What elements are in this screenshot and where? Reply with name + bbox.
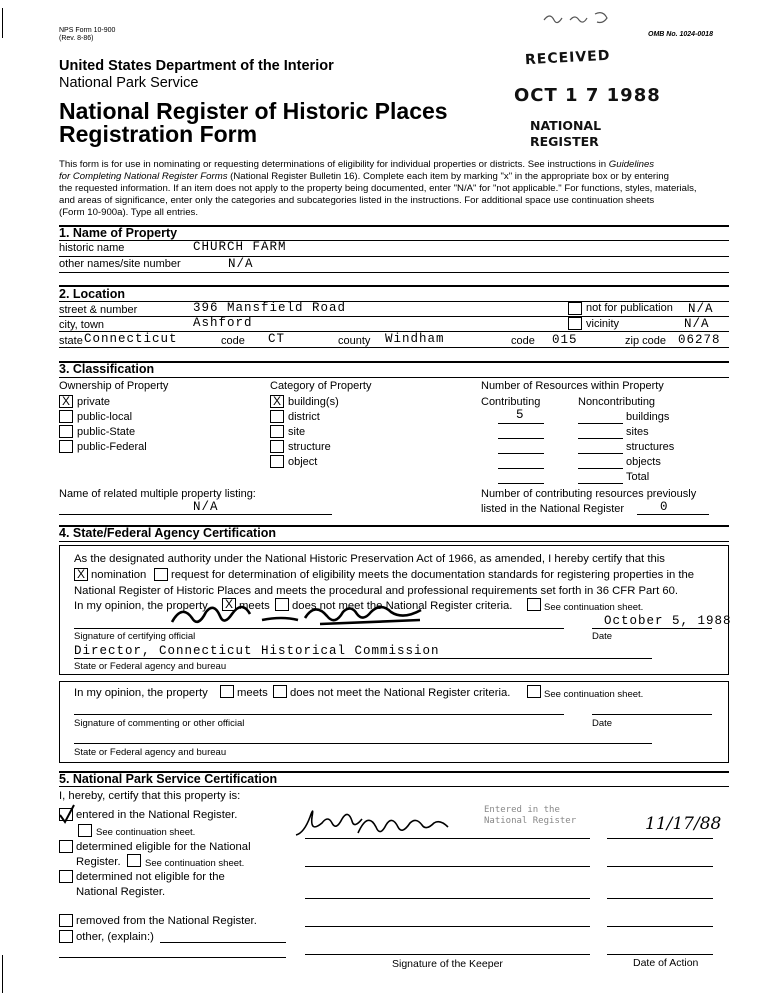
see-continuation-b-label: See continuation sheet.	[145, 858, 245, 869]
noncontributing-label: Noncontributing	[578, 396, 656, 408]
action-date-line-1	[607, 838, 713, 839]
state-field[interactable]: Connecticut	[84, 332, 178, 346]
see-continuation-a-checkbox[interactable]	[78, 824, 92, 837]
other-names-field[interactable]: N/A	[228, 257, 254, 271]
form-subtitle: Registration Form	[59, 121, 258, 147]
opinion2-label: In my opinion, the property	[74, 687, 208, 699]
cert-text-2: request for determination of eligibility meets the documentation standards for registering properties in the	[171, 569, 695, 581]
action-date-line-4	[607, 926, 713, 927]
category-structure-label: structure	[288, 441, 331, 453]
action-date-line-2	[607, 866, 713, 867]
keeper-line-3	[305, 898, 590, 899]
contributing-buildings-blank	[498, 423, 544, 424]
meets2-label: meets	[237, 687, 268, 699]
historic-name-field[interactable]: CHURCH FARM	[193, 240, 287, 254]
previously-listed-field[interactable]: 0	[660, 500, 669, 514]
signature-line	[74, 628, 564, 629]
vicinity-value: N/A	[684, 317, 710, 331]
rule	[59, 347, 729, 348]
historic-name-label: historic name	[59, 242, 125, 254]
cert-text-3: National Register of Historic Places and meets the procedural and professional requirements set forth in 36 CFR Part 60.	[74, 585, 679, 597]
section-3-heading: 3. Classification	[59, 362, 155, 376]
entered-label: entered in the National Register.	[76, 809, 238, 821]
action-date-line-3	[607, 898, 713, 899]
ownership-public-state-checkbox[interactable]	[59, 425, 73, 438]
category-building-label: building(s)	[288, 396, 339, 408]
section-2-heading: 2. Location	[59, 287, 125, 301]
signature-label: Signature of certifying official	[74, 631, 196, 642]
contributing-structures-blank	[498, 453, 544, 454]
related-listing-field[interactable]: N/A	[193, 500, 219, 514]
county-code-label: code	[511, 335, 535, 347]
see-continuation2-label: See continuation sheet.	[544, 689, 644, 700]
keeper-line-2	[305, 866, 590, 867]
stamp-national: NATIONAL	[530, 118, 602, 133]
ownership-public-federal-checkbox[interactable]	[59, 440, 73, 453]
noncontributing-buildings-blank	[578, 423, 623, 424]
category-building-checkbox[interactable]: X	[270, 395, 284, 408]
street-field[interactable]: 396 Mansfield Road	[193, 301, 347, 315]
keeper-line-1	[305, 838, 590, 839]
ownership-public-local-label: public-local	[77, 411, 133, 423]
meets2-checkbox[interactable]	[220, 685, 234, 698]
rule	[59, 316, 729, 317]
category-object-label: object	[288, 456, 318, 468]
state-code-field[interactable]: CT	[268, 332, 286, 346]
not-eligible-label-2: National Register.	[76, 886, 166, 898]
see-continuation-checkbox[interactable]	[527, 598, 541, 611]
request-determination-checkbox[interactable]	[154, 568, 168, 581]
eligible-label-2: Register.	[76, 856, 121, 868]
entered-stamp-line-1: Entered in the	[484, 805, 560, 815]
resource-total-label: Total	[626, 471, 650, 483]
zip-field[interactable]: 06278	[678, 333, 721, 347]
nomination-checkbox[interactable]: X	[74, 568, 88, 581]
omb-number: OMB No. 1024-0018	[648, 31, 713, 38]
not-eligible-label-1: determined not eligible for the	[76, 871, 225, 883]
contributing-objects-blank	[498, 468, 544, 469]
resource-objects-label: objects	[626, 456, 661, 468]
form-number: NPS Form 10-900	[59, 27, 116, 34]
category-site-label: site	[288, 426, 306, 438]
keeper-line-5	[305, 954, 590, 955]
zip-label: zip code	[625, 335, 666, 347]
keeper-line-4	[305, 926, 590, 927]
received-stamp: RECEIVED	[524, 47, 611, 69]
instructions-text-4: and areas of significance, enter only the categories and subcategories listed in the instructions. For additional space use continuation sheets	[59, 195, 655, 206]
action-date-field[interactable]: 11/17/88	[645, 814, 722, 834]
previously-listed-blank	[637, 514, 709, 515]
guidelines-title: for Completing National Register Forms	[59, 171, 228, 182]
see-continuation-label: See continuation sheet.	[544, 602, 644, 613]
section-divider	[59, 361, 729, 363]
category-label: Category of Property	[270, 380, 372, 392]
keeper-signature-icon	[292, 805, 482, 845]
previously-listed-label-2: listed in the National Register	[481, 503, 625, 515]
date2-line	[592, 714, 712, 715]
ownership-public-state-label: public-State	[77, 426, 136, 438]
see-continuation-a-label: See continuation sheet.	[96, 827, 196, 838]
resource-sites-label: sites	[626, 426, 649, 438]
agency-label: State or Federal agency and bureau	[74, 661, 227, 672]
stamp-register: REGISTER	[530, 134, 599, 149]
state-code-label: code	[221, 335, 245, 347]
contributing-buildings-field[interactable]: 5	[516, 408, 525, 422]
agency-field[interactable]: Director, Connecticut Historical Commission	[74, 644, 440, 658]
instructions-text-1: This form is for use in nominating or requesting determinations of eligibility for individual properties or districts. See instructions in	[59, 159, 607, 170]
rule	[59, 272, 729, 273]
guidelines-ref: Guidelines	[608, 159, 655, 170]
section-divider	[59, 285, 729, 287]
action-date-label: Date of Action	[633, 957, 699, 969]
noncontributing-objects-blank	[578, 468, 623, 469]
street-label: street & number	[59, 304, 138, 316]
meets-checkbox[interactable]: X	[222, 598, 236, 611]
meets-label: meets	[239, 600, 270, 612]
resources-label: Number of Resources within Property	[481, 380, 664, 392]
margin-mark	[2, 955, 3, 993]
noncontributing-structures-blank	[578, 453, 623, 454]
not-for-publication-value: N/A	[688, 302, 714, 316]
vicinity-label: vicinity	[586, 318, 620, 330]
section-4-heading: 4. State/Federal Agency Certification	[59, 526, 276, 540]
keeper-label: Signature of the Keeper	[392, 958, 503, 970]
instructions-text-5: (Form 10-900a). Type all entries.	[59, 207, 198, 218]
city-label: city, town	[59, 319, 105, 331]
certification-date-field[interactable]: October 5, 1988	[604, 614, 732, 628]
other-names-label: other names/site number	[59, 258, 181, 270]
action-date-line-5	[607, 954, 713, 955]
certify-label: I, hereby, certify that this property is:	[59, 790, 241, 802]
agency2-line	[74, 743, 652, 744]
does-not-meet2-label: does not meet the National Register criteria.	[290, 687, 511, 699]
agency-line	[74, 658, 652, 659]
signature2-label: Signature of commenting or other official	[74, 718, 245, 729]
does-not-meet2-checkbox[interactable]	[273, 685, 287, 698]
signature2-line	[74, 714, 564, 715]
not-eligible-checkbox[interactable]	[59, 870, 73, 883]
margin-mark	[2, 8, 3, 38]
category-district-checkbox[interactable]	[270, 410, 284, 423]
section-1-heading: 1. Name of Property	[59, 226, 178, 240]
see-continuation-b-checkbox[interactable]	[127, 854, 141, 867]
county-code-field[interactable]: 015	[552, 333, 578, 347]
rule	[59, 541, 729, 542]
ownership-private-checkbox[interactable]: X	[59, 395, 73, 408]
contributing-total-blank	[498, 483, 544, 484]
eligible-checkbox[interactable]	[59, 840, 73, 853]
resource-buildings-label: buildings	[626, 411, 670, 423]
section-5-heading: 5. National Park Service Certification	[59, 772, 278, 786]
does-not-meet-label: does not meet the National Register criteria.	[292, 600, 513, 612]
opinion-label: In my opinion, the property	[74, 600, 208, 612]
resource-structures-label: structures	[626, 441, 675, 453]
eligible-label-1: determined eligible for the National	[76, 841, 251, 853]
entered-register-stamp	[484, 805, 576, 827]
ownership-private-label: private	[77, 396, 111, 408]
other-explain-line-2	[59, 957, 286, 958]
state-label: state	[59, 335, 83, 347]
related-listing-label: Name of related multiple property listing:	[59, 488, 256, 500]
form-revision: (Rev. 8-86)	[59, 35, 94, 42]
vicinity-checkbox[interactable]	[568, 317, 582, 330]
city-field[interactable]: Ashford	[193, 316, 253, 330]
nomination-label: nomination	[91, 569, 147, 581]
noncontributing-total-blank	[578, 483, 623, 484]
removed-checkbox[interactable]	[59, 914, 73, 927]
related-listing-blank	[59, 514, 332, 515]
cert-text-1: As the designated authority under the National Historic Preservation Act of 1966, as amended, I hereby certify that this	[74, 553, 665, 565]
certifying-signature-icon	[170, 600, 450, 638]
contributing-label: Contributing	[481, 396, 541, 408]
date-line	[592, 628, 712, 629]
removed-label: removed from the National Register.	[76, 915, 257, 927]
rule	[59, 256, 729, 257]
see-continuation2-checkbox[interactable]	[527, 685, 541, 698]
form-title: National Register of Historic Places	[59, 98, 448, 124]
other-explain-line	[160, 942, 286, 943]
county-field[interactable]: Windham	[385, 332, 445, 346]
entered-check-icon	[57, 803, 77, 825]
instructions-text-2: (National Register Bulletin 16). Complete each item by marking "x" in the appropriate box or by entering	[227, 171, 669, 182]
rule	[59, 240, 729, 241]
county-label: county	[338, 335, 371, 347]
ownership-public-local-checkbox[interactable]	[59, 410, 73, 423]
ownership-public-federal-label: public-Federal	[77, 441, 147, 453]
received-date-stamp: OCT 1 7 1988	[514, 85, 661, 106]
contributing-sites-blank	[498, 438, 544, 439]
other-checkbox[interactable]	[59, 930, 73, 943]
category-site-checkbox[interactable]	[270, 425, 284, 438]
noncontributing-sites-blank	[578, 438, 623, 439]
category-object-checkbox[interactable]	[270, 455, 284, 468]
agency-name: National Park Service	[59, 75, 199, 91]
not-for-publication-label: not for publication	[586, 302, 673, 314]
rule	[59, 786, 729, 787]
instructions-text-3: the requested information. If an item does not apply to the property being documented, enter "N/A" for "not applicable." For functions, styles, materials,	[59, 183, 697, 194]
agency2-label: State or Federal agency and bureau	[74, 747, 227, 758]
handwritten-scribble-icon	[540, 6, 620, 28]
rule	[59, 377, 729, 378]
previously-listed-label-1: Number of contributing resources previously	[481, 488, 697, 500]
date-label: Date	[592, 631, 613, 642]
ownership-label: Ownership of Property	[59, 380, 169, 392]
instructions	[59, 159, 739, 219]
other-label: other, (explain:)	[76, 931, 154, 943]
department-name: United States Department of the Interior	[59, 58, 334, 74]
category-structure-checkbox[interactable]	[270, 440, 284, 453]
category-district-label: district	[288, 411, 320, 423]
date2-label: Date	[592, 718, 613, 729]
not-for-publication-checkbox[interactable]	[568, 302, 582, 315]
entered-stamp-line-2: National Register	[484, 816, 577, 826]
